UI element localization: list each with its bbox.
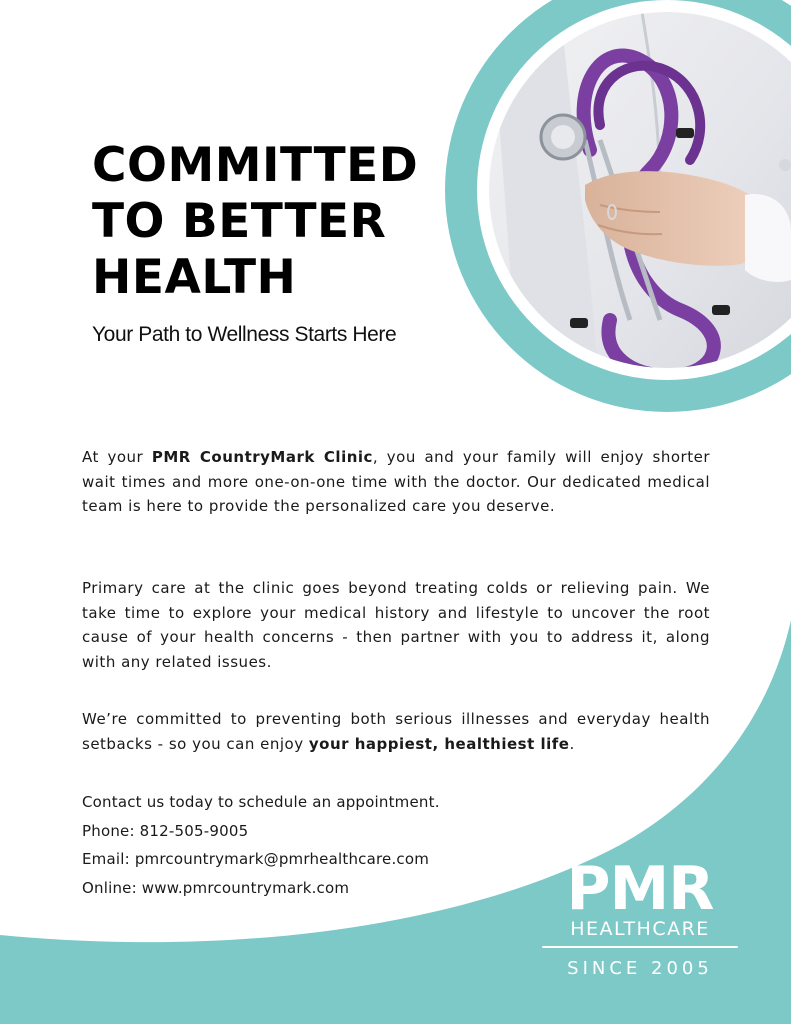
headline-line-2: TO BETTER xyxy=(92,194,387,249)
contact-block xyxy=(82,788,440,902)
happiest-life-emphasis: your happiest, healthiest life xyxy=(308,734,570,753)
prevention-paragraph xyxy=(82,707,710,756)
logo-since-text: SINCE 2005 xyxy=(567,958,713,979)
headline-line-1: COMMITTED xyxy=(92,138,419,193)
prevention-text-c: . xyxy=(569,734,575,753)
logo-divider xyxy=(542,946,738,948)
prevention-text-a: We’re committed to preventing both serious illnesses and everyday health setbacks - so you can enjoy xyxy=(82,710,710,753)
logo-main-text: PMR xyxy=(566,854,714,924)
intro-text-c: , you and your family will enjoy shorter wait times and more one-on-one time with the doctor. Our dedicated medical team is here to provide the personalized care you deserve. xyxy=(82,448,710,515)
subtitle: Your Path to Wellness Starts Here xyxy=(92,323,397,346)
contact-phone[interactable]: Phone: 812-505-9005 xyxy=(82,821,249,840)
logo-sub-text: HEALTHCARE xyxy=(570,918,710,940)
contact-website[interactable]: Online: www.pmrcountrymark.com xyxy=(82,878,350,897)
intro-text-a: At your xyxy=(82,448,152,466)
contact-cta: Contact us today to schedule an appointment. xyxy=(82,793,440,811)
contact-email[interactable]: Email: pmrcountrymark@pmrhealthcare.com xyxy=(82,850,430,868)
intro-paragraph xyxy=(82,445,710,519)
primary-care-paragraph: Primary care at the clinic goes beyond treating colds or relieving pain. We take time to explore your medical history and lifestyle to uncover the root cause of your health concerns - then partner with you to address it, along with any related issues. xyxy=(82,579,710,671)
clinic-name: PMR CountryMark Clinic xyxy=(151,448,373,466)
headline xyxy=(92,138,418,306)
pmr-healthcare-logo xyxy=(540,854,740,979)
headline-line-3: HEALTH xyxy=(92,250,297,305)
